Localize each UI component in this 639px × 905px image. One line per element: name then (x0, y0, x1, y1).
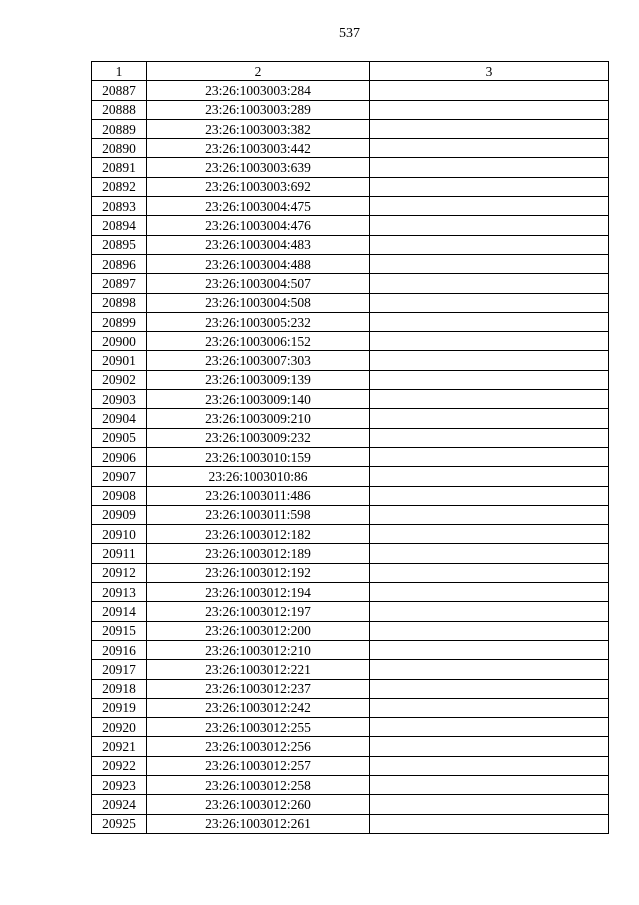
cadastral-number-cell: 23:26:1003012:255 (147, 718, 370, 737)
table-row (92, 177, 609, 196)
cadastral-number-cell: 23:26:1003012:221 (147, 660, 370, 679)
notes-cell (370, 235, 609, 254)
cadastral-number-cell: 23:26:1003012:237 (147, 679, 370, 698)
table-row (92, 293, 609, 312)
row-number-cell: 20915 (92, 621, 147, 640)
row-number-cell: 20917 (92, 660, 147, 679)
cadastral-number-cell: 23:26:1003004:488 (147, 254, 370, 273)
row-number-cell: 20893 (92, 197, 147, 216)
notes-cell (370, 312, 609, 331)
cadastral-number-cell: 23:26:1003012:200 (147, 621, 370, 640)
table-row (92, 602, 609, 621)
table-row (92, 409, 609, 428)
row-number-cell: 20923 (92, 775, 147, 794)
cadastral-number-cell: 23:26:1003011:598 (147, 505, 370, 524)
row-number-cell: 20911 (92, 544, 147, 563)
table-row (92, 718, 609, 737)
cadastral-number-cell: 23:26:1003012:197 (147, 602, 370, 621)
row-number-cell: 20922 (92, 756, 147, 775)
table-row (92, 467, 609, 486)
row-number-cell: 20894 (92, 216, 147, 235)
cadastral-number-table (91, 61, 609, 834)
table-row (92, 544, 609, 563)
header-col-3: 3 (370, 62, 609, 81)
notes-cell (370, 390, 609, 409)
row-number-cell: 20908 (92, 486, 147, 505)
table-row (92, 660, 609, 679)
notes-cell (370, 139, 609, 158)
notes-cell (370, 563, 609, 582)
row-number-cell: 20898 (92, 293, 147, 312)
table-row (92, 795, 609, 814)
row-number-cell: 20924 (92, 795, 147, 814)
notes-cell (370, 602, 609, 621)
notes-cell (370, 197, 609, 216)
cadastral-number-cell: 23:26:1003003:289 (147, 100, 370, 119)
table-row (92, 447, 609, 466)
cadastral-number-cell: 23:26:1003004:508 (147, 293, 370, 312)
row-number-cell: 20900 (92, 332, 147, 351)
table-row (92, 332, 609, 351)
table-row (92, 235, 609, 254)
header-col-2: 2 (147, 62, 370, 81)
row-number-cell: 20896 (92, 254, 147, 273)
header-col-1: 1 (92, 62, 147, 81)
notes-cell (370, 447, 609, 466)
table-row (92, 775, 609, 794)
table-row (92, 698, 609, 717)
notes-cell (370, 81, 609, 100)
table-row (92, 737, 609, 756)
table-row (92, 81, 609, 100)
row-number-cell: 20920 (92, 718, 147, 737)
row-number-cell: 20912 (92, 563, 147, 582)
table-row (92, 216, 609, 235)
notes-cell (370, 216, 609, 235)
notes-cell (370, 660, 609, 679)
row-number-cell: 20906 (92, 447, 147, 466)
row-number-cell: 20895 (92, 235, 147, 254)
notes-cell (370, 119, 609, 138)
table-row (92, 583, 609, 602)
notes-cell (370, 640, 609, 659)
notes-cell (370, 621, 609, 640)
table-row (92, 390, 609, 409)
cadastral-number-cell: 23:26:1003003:442 (147, 139, 370, 158)
table-row (92, 119, 609, 138)
table-row (92, 254, 609, 273)
table-row (92, 274, 609, 293)
notes-cell (370, 177, 609, 196)
cadastral-number-cell: 23:26:1003007:303 (147, 351, 370, 370)
notes-cell (370, 525, 609, 544)
table-row (92, 621, 609, 640)
row-number-cell: 20905 (92, 428, 147, 447)
cadastral-number-cell: 23:26:1003012:261 (147, 814, 370, 833)
cadastral-number-cell: 23:26:1003012:192 (147, 563, 370, 582)
row-number-cell: 20889 (92, 119, 147, 138)
cadastral-number-cell: 23:26:1003012:256 (147, 737, 370, 756)
row-number-cell: 20907 (92, 467, 147, 486)
notes-cell (370, 274, 609, 293)
notes-cell (370, 795, 609, 814)
notes-cell (370, 737, 609, 756)
cadastral-number-cell: 23:26:1003010:159 (147, 447, 370, 466)
row-number-cell: 20888 (92, 100, 147, 119)
cadastral-number-cell: 23:26:1003004:475 (147, 197, 370, 216)
notes-cell (370, 698, 609, 717)
cadastral-number-cell: 23:26:1003010:86 (147, 467, 370, 486)
notes-cell (370, 814, 609, 833)
header-row (92, 62, 609, 81)
table-row (92, 312, 609, 331)
cadastral-number-cell: 23:26:1003004:507 (147, 274, 370, 293)
cadastral-number-cell: 23:26:1003012:189 (147, 544, 370, 563)
notes-cell (370, 583, 609, 602)
table-row (92, 679, 609, 698)
cadastral-number-cell: 23:26:1003003:382 (147, 119, 370, 138)
table-row (92, 563, 609, 582)
row-number-cell: 20914 (92, 602, 147, 621)
cadastral-number-cell: 23:26:1003012:258 (147, 775, 370, 794)
row-number-cell: 20903 (92, 390, 147, 409)
row-number-cell: 20901 (92, 351, 147, 370)
table-row (92, 428, 609, 447)
cadastral-number-cell: 23:26:1003012:260 (147, 795, 370, 814)
notes-cell (370, 158, 609, 177)
cadastral-number-cell: 23:26:1003012:257 (147, 756, 370, 775)
row-number-cell: 20899 (92, 312, 147, 331)
row-number-cell: 20892 (92, 177, 147, 196)
cadastral-number-cell: 23:26:1003012:242 (147, 698, 370, 717)
row-number-cell: 20891 (92, 158, 147, 177)
row-number-cell: 20902 (92, 370, 147, 389)
notes-cell (370, 370, 609, 389)
row-number-cell: 20916 (92, 640, 147, 659)
notes-cell (370, 505, 609, 524)
notes-cell (370, 351, 609, 370)
notes-cell (370, 486, 609, 505)
notes-cell (370, 544, 609, 563)
cadastral-number-cell: 23:26:1003012:210 (147, 640, 370, 659)
cadastral-number-cell: 23:26:1003003:639 (147, 158, 370, 177)
row-number-cell: 20890 (92, 139, 147, 158)
cadastral-number-cell: 23:26:1003004:476 (147, 216, 370, 235)
table-row (92, 525, 609, 544)
row-number-cell: 20913 (92, 583, 147, 602)
cadastral-number-cell: 23:26:1003009:210 (147, 409, 370, 428)
row-number-cell: 20904 (92, 409, 147, 428)
table-row (92, 640, 609, 659)
notes-cell (370, 254, 609, 273)
row-number-cell: 20921 (92, 737, 147, 756)
row-number-cell: 20897 (92, 274, 147, 293)
row-number-cell: 20909 (92, 505, 147, 524)
table-row (92, 139, 609, 158)
row-number-cell: 20918 (92, 679, 147, 698)
notes-cell (370, 679, 609, 698)
notes-cell (370, 409, 609, 428)
row-number-cell: 20910 (92, 525, 147, 544)
row-number-cell: 20919 (92, 698, 147, 717)
cadastral-number-cell: 23:26:1003003:284 (147, 81, 370, 100)
cadastral-number-cell: 23:26:1003012:182 (147, 525, 370, 544)
page-number: 537 (339, 26, 360, 41)
notes-cell (370, 293, 609, 312)
notes-cell (370, 718, 609, 737)
notes-cell (370, 100, 609, 119)
table-row (92, 486, 609, 505)
row-number-cell: 20925 (92, 814, 147, 833)
cadastral-number-cell: 23:26:1003003:692 (147, 177, 370, 196)
table-row (92, 505, 609, 524)
notes-cell (370, 428, 609, 447)
row-number-cell: 20887 (92, 81, 147, 100)
table-body (92, 81, 609, 834)
notes-cell (370, 775, 609, 794)
cadastral-number-cell: 23:26:1003009:139 (147, 370, 370, 389)
cadastral-number-cell: 23:26:1003009:232 (147, 428, 370, 447)
notes-cell (370, 467, 609, 486)
cadastral-number-cell: 23:26:1003004:483 (147, 235, 370, 254)
cadastral-number-cell: 23:26:1003011:486 (147, 486, 370, 505)
cadastral-number-cell: 23:26:1003005:232 (147, 312, 370, 331)
table-row (92, 351, 609, 370)
cadastral-number-cell: 23:26:1003009:140 (147, 390, 370, 409)
table-row (92, 370, 609, 389)
table-row (92, 158, 609, 177)
cadastral-number-cell: 23:26:1003006:152 (147, 332, 370, 351)
table-header (92, 62, 609, 81)
table-row (92, 100, 609, 119)
table-row (92, 756, 609, 775)
cadastral-number-cell: 23:26:1003012:194 (147, 583, 370, 602)
notes-cell (370, 756, 609, 775)
notes-cell (370, 332, 609, 351)
table-row (92, 814, 609, 833)
table-row (92, 197, 609, 216)
